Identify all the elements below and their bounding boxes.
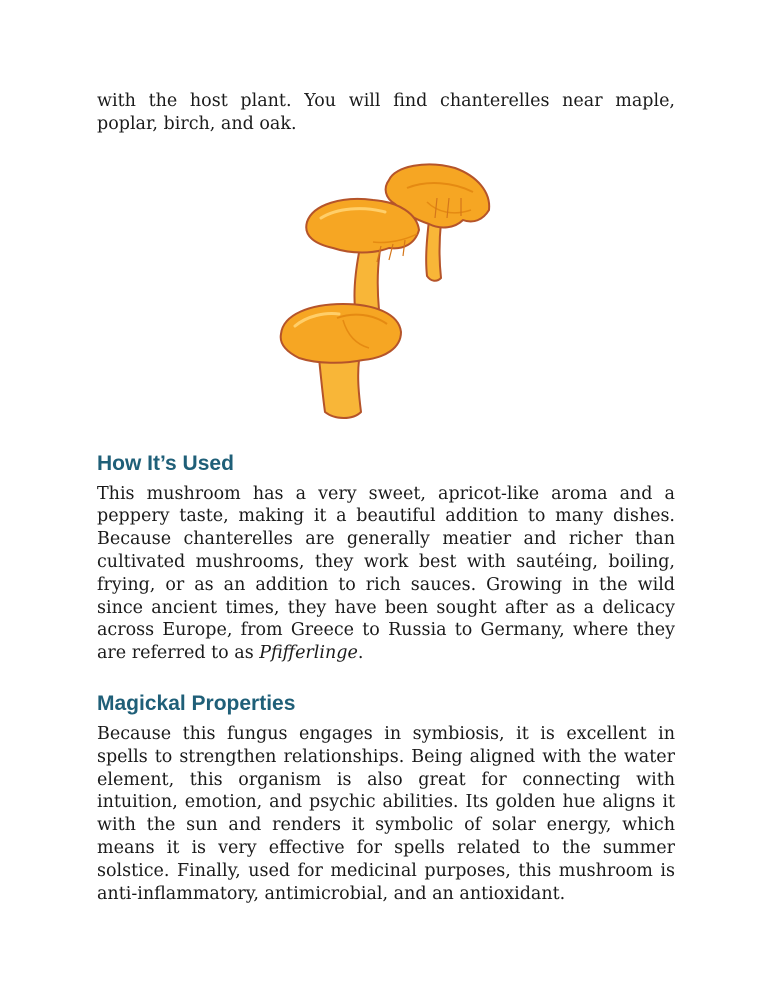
pfifferlinge-term: Pfifferlinge <box>259 643 358 664</box>
chanterelle-mushrooms-icon <box>277 158 497 423</box>
how-its-used-end: . <box>357 643 364 664</box>
how-its-used-paragraph <box>97 483 675 665</box>
intro-paragraph: with the host plant. You will find chanterelles near maple, poplar, birch, and oak. <box>97 91 675 134</box>
section-heading-how-its-used: How It’s Used <box>97 451 234 475</box>
document-page <box>97 90 675 905</box>
how-its-used-text: This mushroom has a very sweet, apricot-like aroma and a peppery taste, making it a beautiful addition to many dishes. Because chanterelles are generally meatier and richer than cultivated mushrooms, they work best with sautéing, boiling, frying, or as an addition to rich sauces. Growing in the wild since ancient times, they have been sought after as a delicacy across Europe, from Greece to Russia to Germany, where they are referred to as <box>97 483 675 664</box>
section-heading-magickal-properties: Magickal Properties <box>97 691 296 715</box>
magickal-properties-paragraph: Because this fungus engages in symbiosis, it is excellent in spells to strengthen relationships. Being aligned with the water element, this organism is also great for connecting with intuition, emotion, and psychic abilities. Its golden hue aligns it with the sun and renders it symbolic of solar energy, which means it is very effective for spells related to the summer solstice. Finally, used for medicinal purposes, this mushroom is anti-inflammatory, antimicrobial, and an antioxidant. <box>97 723 675 904</box>
